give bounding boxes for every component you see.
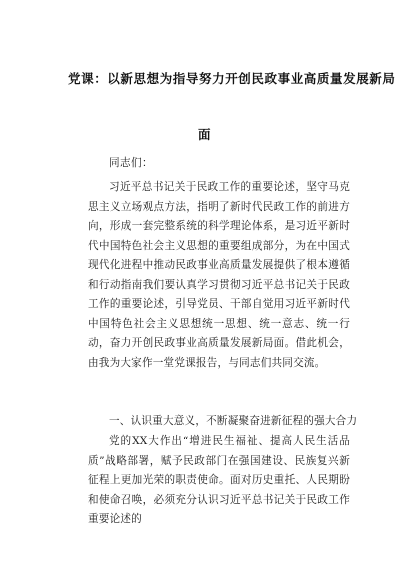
greeting: 同志们：	[109, 157, 153, 169]
document-title-line-2: 面	[198, 127, 212, 142]
section-heading-1: 一、认识重大意义，不断凝聚奋进新征程的强大合力	[109, 415, 358, 427]
paragraph-section-1: 党的XX大作出“增进民生福祉、提高人民生活品质”战略部署，赋予民政部门在强国建设、民族复兴新征程上更加光荣的职责使命。面对历史重托、人民期盼和使命召唤，必须充分认识习近平总书记关于民政工作重要论述的	[88, 435, 350, 525]
paragraph-intro: 习近平总书记关于民政工作的重要论述，坚守马克思主义立场观点方法，指明了新时代民政工作的前进方向，形成一套完整系统的科学理论体系，是习近平新时代中国特色社会主义思想的重要组成部分，为在中国式现代化进程中推动民政事业高质量发展提供了根本遵循和行动指南我们要认真学习贯彻习近平总书记关于民政工作的重要论述，引导党员、干部自觉用习近平新时代中国特色社会主义思想统一思想、统一意志、统一行动，奋力开创民政事业高质量发展新局面。借此机会，由我为大家作一堂党课报告，与同志们共同交流。	[88, 181, 350, 369]
document-title-line-1: 党课：以新思想为指导努力开创民政事业高质量发展新局	[68, 71, 396, 86]
